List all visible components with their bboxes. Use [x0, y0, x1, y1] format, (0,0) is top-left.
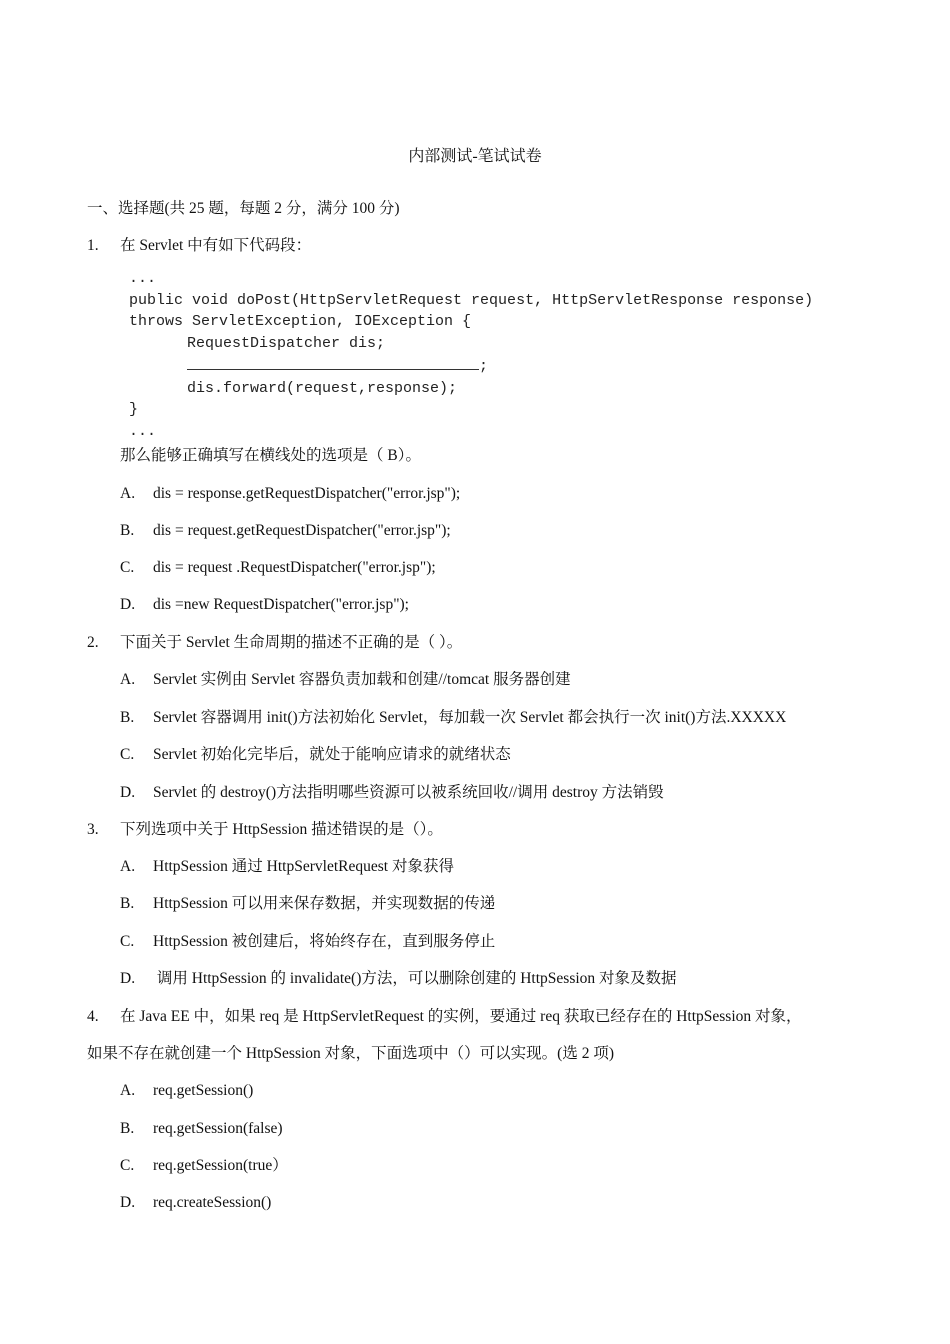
question-text: 下列选项中关于 HttpSession 描述错误的是（）。	[120, 821, 443, 838]
option-c: C. HttpSession 被创建后，将始终存在，直到服务停止	[120, 933, 496, 950]
code-line: ...	[129, 270, 157, 287]
option-c: C. dis = request .RequestDispatcher("error.jsp");	[120, 559, 436, 576]
question-number: 2.	[87, 634, 99, 651]
fill-in-blank	[187, 354, 479, 370]
code-line: throws ServletException, IOException {	[129, 313, 472, 330]
code-line: RequestDispatcher dis;	[187, 334, 386, 352]
question-text: 下面关于 Servlet 生命周期的描述不正确的是（ ）。	[120, 634, 463, 651]
code-line: ...	[129, 422, 157, 440]
option-d: D. 调用 HttpSession 的 invalidate()方法，可以删除创建的 HttpSession 对象及数据	[120, 970, 677, 987]
option-b: B. dis = request.getRequestDispatcher("error.jsp");	[120, 522, 451, 539]
question-number: 1.	[87, 237, 99, 254]
question-number: 4.	[87, 1008, 99, 1025]
option-a: A. req.getSession()	[120, 1082, 254, 1099]
question-text: 在 Java EE 中，如果 req 是 HttpServletRequest 的实例，要通过 req 获取已经存在的 HttpSession 对象，	[120, 1008, 802, 1025]
option-d: D. req.createSession()	[120, 1194, 272, 1211]
option-d: D. Servlet 的 destroy()方法指明哪些资源可以被系统回收//调用 destroy 方法销毁	[120, 784, 664, 801]
code-line: public void doPost(HttpServletRequest request, HttpServletResponse response)	[129, 291, 814, 309]
question-text-continued: 如果不存在就创建一个 HttpSession 对象，下面选项中（）可以实现。(选 2 项)	[87, 1045, 615, 1062]
code-block	[129, 268, 813, 442]
option-b: B. req.getSession(false)	[120, 1120, 283, 1137]
option-c: C. req.getSession(true）	[120, 1157, 288, 1174]
option-a: A. Servlet 实例由 Servlet 容器负责加载和创建//tomcat 服务器创建	[120, 671, 571, 688]
code-line: }	[129, 401, 139, 418]
option-b: B. HttpSession 可以用来保存数据，并实现数据的传递	[120, 895, 496, 912]
question-prompt: 那么能够正确填写在横线处的选项是（ B）。	[120, 447, 421, 464]
question-text: 在 Servlet 中有如下代码段：	[120, 237, 312, 254]
option-a: A. dis = response.getRequestDispatcher("error.jsp");	[120, 485, 461, 502]
page-title: 内部测试-笔试试卷	[408, 148, 542, 165]
code-line: dis.forward(request,response);	[187, 379, 458, 397]
option-a: A. HttpSession 通过 HttpServletRequest 对象获得	[120, 858, 454, 875]
option-c: C. Servlet 初始化完毕后，就处于能响应请求的就绪状态	[120, 746, 511, 763]
question-number: 3.	[87, 821, 99, 838]
option-b: B. Servlet 容器调用 init()方法初始化 Servlet，每加载一次 Servlet 都会执行一次 init()方法.XXXXX	[120, 709, 787, 726]
code-blank-line: ;	[129, 354, 813, 378]
option-d: D. dis =new RequestDispatcher("error.jsp");	[120, 596, 409, 613]
section-heading: 一、选择题(共 25 题，每题 2 分，满分 100 分)	[87, 200, 400, 217]
